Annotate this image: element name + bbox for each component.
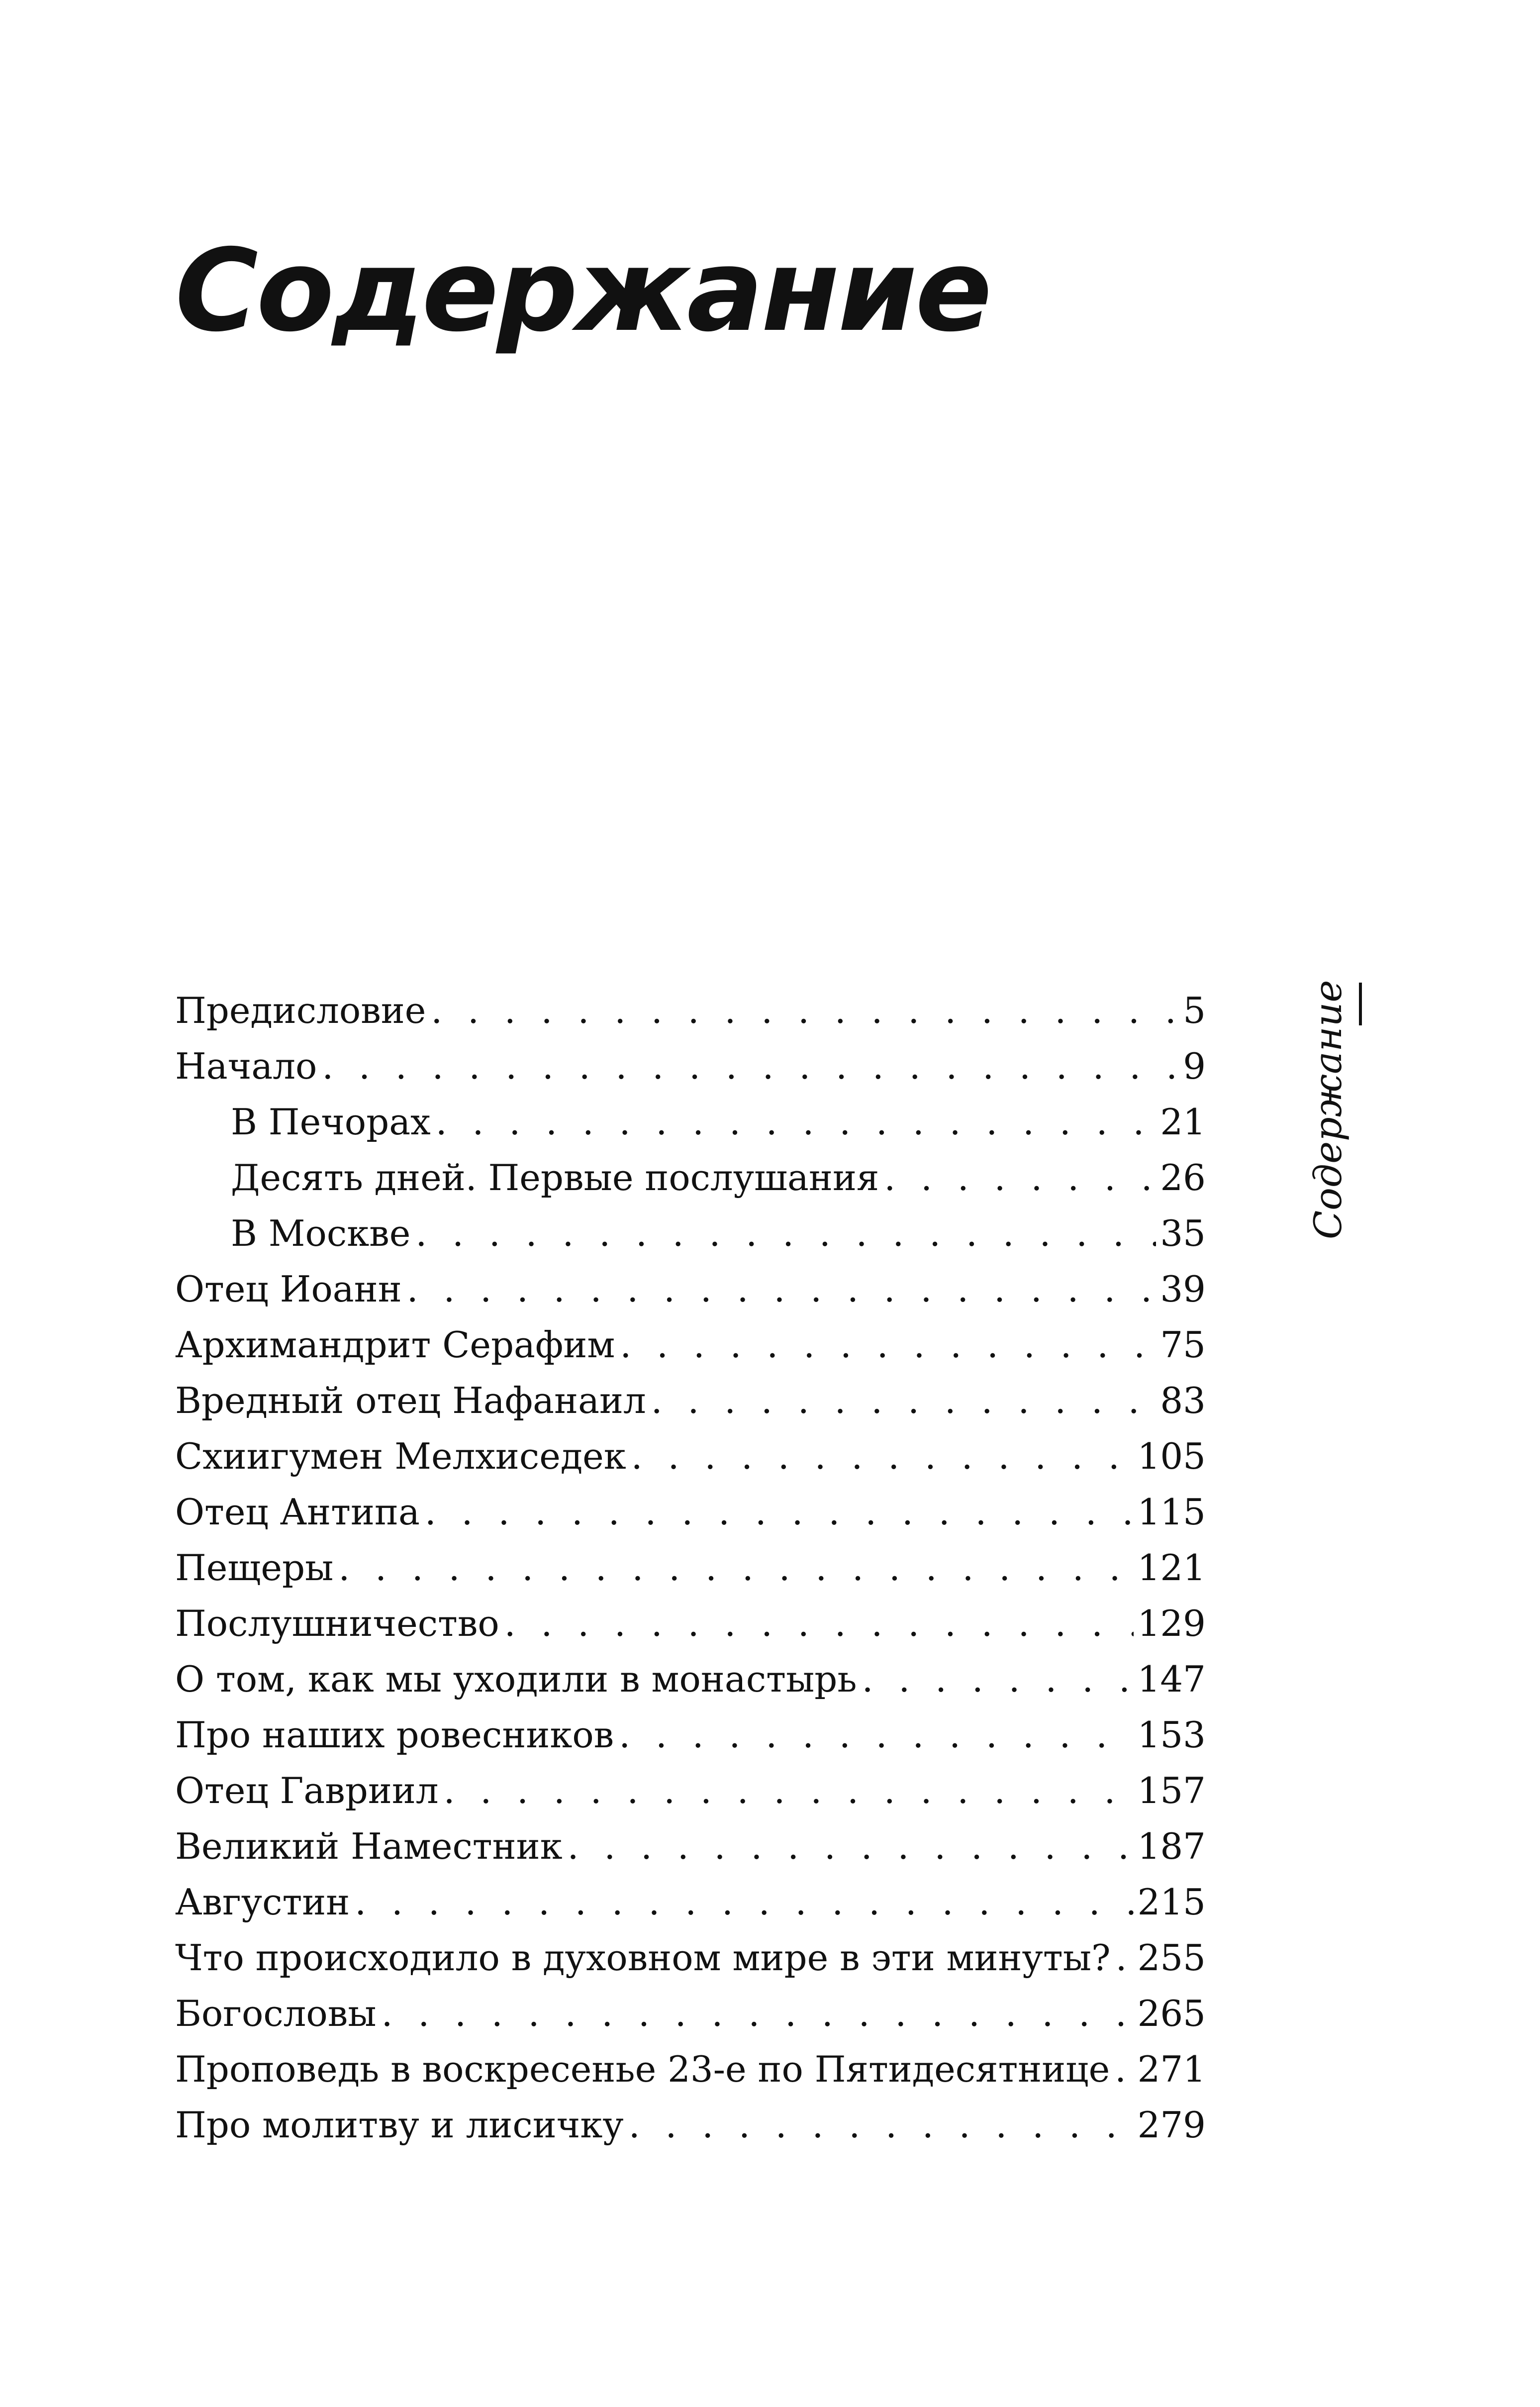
toc-entry[interactable] xyxy=(175,1150,1206,1205)
toc-entry[interactable] xyxy=(175,1261,1206,1317)
toc-entry-title: Августин xyxy=(175,1881,350,1923)
running-head-text: Содержание xyxy=(1306,980,1350,1239)
toc-dot-leader xyxy=(431,983,1179,1038)
toc-entry-title: Великий Наместник xyxy=(175,1825,563,1867)
toc-entry-page-number: 9 xyxy=(1183,1045,1206,1087)
toc-dot-leader xyxy=(425,1484,1134,1540)
toc-entry-page-number: 21 xyxy=(1160,1101,1206,1143)
toc-entry-title: О том, как мы уходили в монастырь xyxy=(175,1658,857,1700)
toc-entry[interactable] xyxy=(175,1094,1206,1150)
toc-dot-leader xyxy=(355,1874,1133,1930)
toc-entry[interactable] xyxy=(175,1986,1206,2041)
toc-dot-leader xyxy=(436,1094,1156,1150)
toc-entry[interactable] xyxy=(175,1651,1206,1707)
toc-entry-title: Про молитву и лисичку xyxy=(175,2104,624,2146)
running-head xyxy=(1303,980,1363,1241)
toc-entry-page-number: 75 xyxy=(1160,1324,1206,1366)
toc-entry-title: Вредный отец Нафанаил xyxy=(175,1380,646,1421)
toc-entry[interactable] xyxy=(175,1317,1206,1373)
toc-entry[interactable] xyxy=(175,1763,1206,1818)
toc-dot-leader xyxy=(631,1428,1134,1484)
toc-entry-page-number: 121 xyxy=(1137,1547,1206,1589)
toc-entry-title: Проповедь в воскресенье 23-е по Пятидесятнице xyxy=(175,2048,1110,2090)
toc-entry-title: Богословы xyxy=(175,1993,377,2034)
toc-entry[interactable] xyxy=(175,1930,1206,1986)
toc-entry-title: Что происходило в духовном мире в эти минуты? xyxy=(175,1937,1111,1979)
toc-entry-title: Начало xyxy=(175,1045,317,1087)
toc-dot-leader xyxy=(629,2097,1134,2153)
toc-entry-page-number: 265 xyxy=(1137,1993,1206,2034)
toc-entry-title: Послушничество xyxy=(175,1603,499,1644)
toc-entry-title: Десять дней. Первые послушания xyxy=(231,1157,879,1199)
toc-dot-leader xyxy=(651,1373,1156,1428)
toc-entry-title: Отец Гавриил xyxy=(175,1770,439,1811)
toc-entry-page-number: 26 xyxy=(1160,1157,1206,1199)
toc-dot-leader xyxy=(504,1596,1134,1651)
toc-entry-page-number: 35 xyxy=(1160,1212,1206,1254)
toc-dot-leader xyxy=(338,1540,1133,1596)
toc-entry[interactable] xyxy=(175,983,1206,1038)
toc-entry-page-number: 153 xyxy=(1137,1714,1206,1756)
toc-entry-page-number: 83 xyxy=(1160,1380,1206,1421)
toc-entry[interactable] xyxy=(175,1428,1206,1484)
toc-dot-leader xyxy=(415,1205,1156,1261)
toc-entry-title: Отец Антипа xyxy=(175,1491,420,1533)
toc-entry-title: Предисловие xyxy=(175,990,426,1031)
toc-entry[interactable] xyxy=(175,1596,1206,1651)
toc-dot-leader xyxy=(1115,2041,1133,2097)
toc-dot-leader xyxy=(568,1818,1134,1874)
toc-entry[interactable] xyxy=(175,2097,1206,2153)
toc-entry-page-number: 147 xyxy=(1137,1658,1206,1700)
toc-entry[interactable] xyxy=(175,1205,1206,1261)
toc-entry[interactable] xyxy=(175,1707,1206,1763)
toc-entry[interactable] xyxy=(175,2041,1206,2097)
toc-dot-leader xyxy=(382,1986,1134,2041)
toc-dot-leader xyxy=(884,1150,1156,1205)
toc-entry[interactable] xyxy=(175,1540,1206,1596)
toc-dot-leader xyxy=(862,1651,1134,1707)
toc-dot-leader xyxy=(444,1763,1134,1818)
running-head-rule xyxy=(1359,983,1362,1025)
toc-entry[interactable] xyxy=(175,1484,1206,1540)
toc-entry-page-number: 105 xyxy=(1137,1435,1206,1477)
toc-dot-leader xyxy=(1116,1930,1134,1986)
toc-entry-title: Схиигумен Мелхиседек xyxy=(175,1435,626,1477)
toc-entry-page-number: 39 xyxy=(1160,1268,1206,1310)
toc-entry-page-number: 115 xyxy=(1137,1491,1206,1533)
toc-entry-title: В Москве xyxy=(231,1212,411,1254)
toc-entry[interactable] xyxy=(175,1874,1206,1930)
toc-entry-title: Отец Иоанн xyxy=(175,1268,402,1310)
toc-entry-title: В Печорах xyxy=(231,1101,431,1143)
toc-entry-page-number: 129 xyxy=(1137,1603,1206,1644)
toc-entry-page-number: 255 xyxy=(1137,1937,1206,1979)
toc-entry[interactable] xyxy=(175,1818,1206,1874)
toc-entry-title: Пещеры xyxy=(175,1547,334,1589)
toc-entry-title: Архимандрит Серафим xyxy=(175,1324,615,1366)
toc-entry-page-number: 279 xyxy=(1137,2104,1206,2146)
toc-dot-leader xyxy=(619,1707,1133,1763)
toc-dot-leader xyxy=(322,1038,1179,1094)
toc-entry-page-number: 271 xyxy=(1137,2048,1206,2090)
toc-dot-leader xyxy=(407,1261,1156,1317)
toc-entry-page-number: 5 xyxy=(1183,990,1206,1031)
toc-entry[interactable] xyxy=(175,1038,1206,1094)
toc-entry-page-number: 187 xyxy=(1137,1825,1206,1867)
toc-entry-page-number: 215 xyxy=(1137,1881,1206,1923)
table-of-contents xyxy=(175,983,1206,2153)
toc-entry-page-number: 157 xyxy=(1137,1770,1206,1811)
toc-entry[interactable] xyxy=(175,1373,1206,1428)
page-title: Содержание xyxy=(175,224,990,357)
toc-dot-leader xyxy=(620,1317,1156,1373)
toc-entry-title: Про наших ровесников xyxy=(175,1714,614,1756)
